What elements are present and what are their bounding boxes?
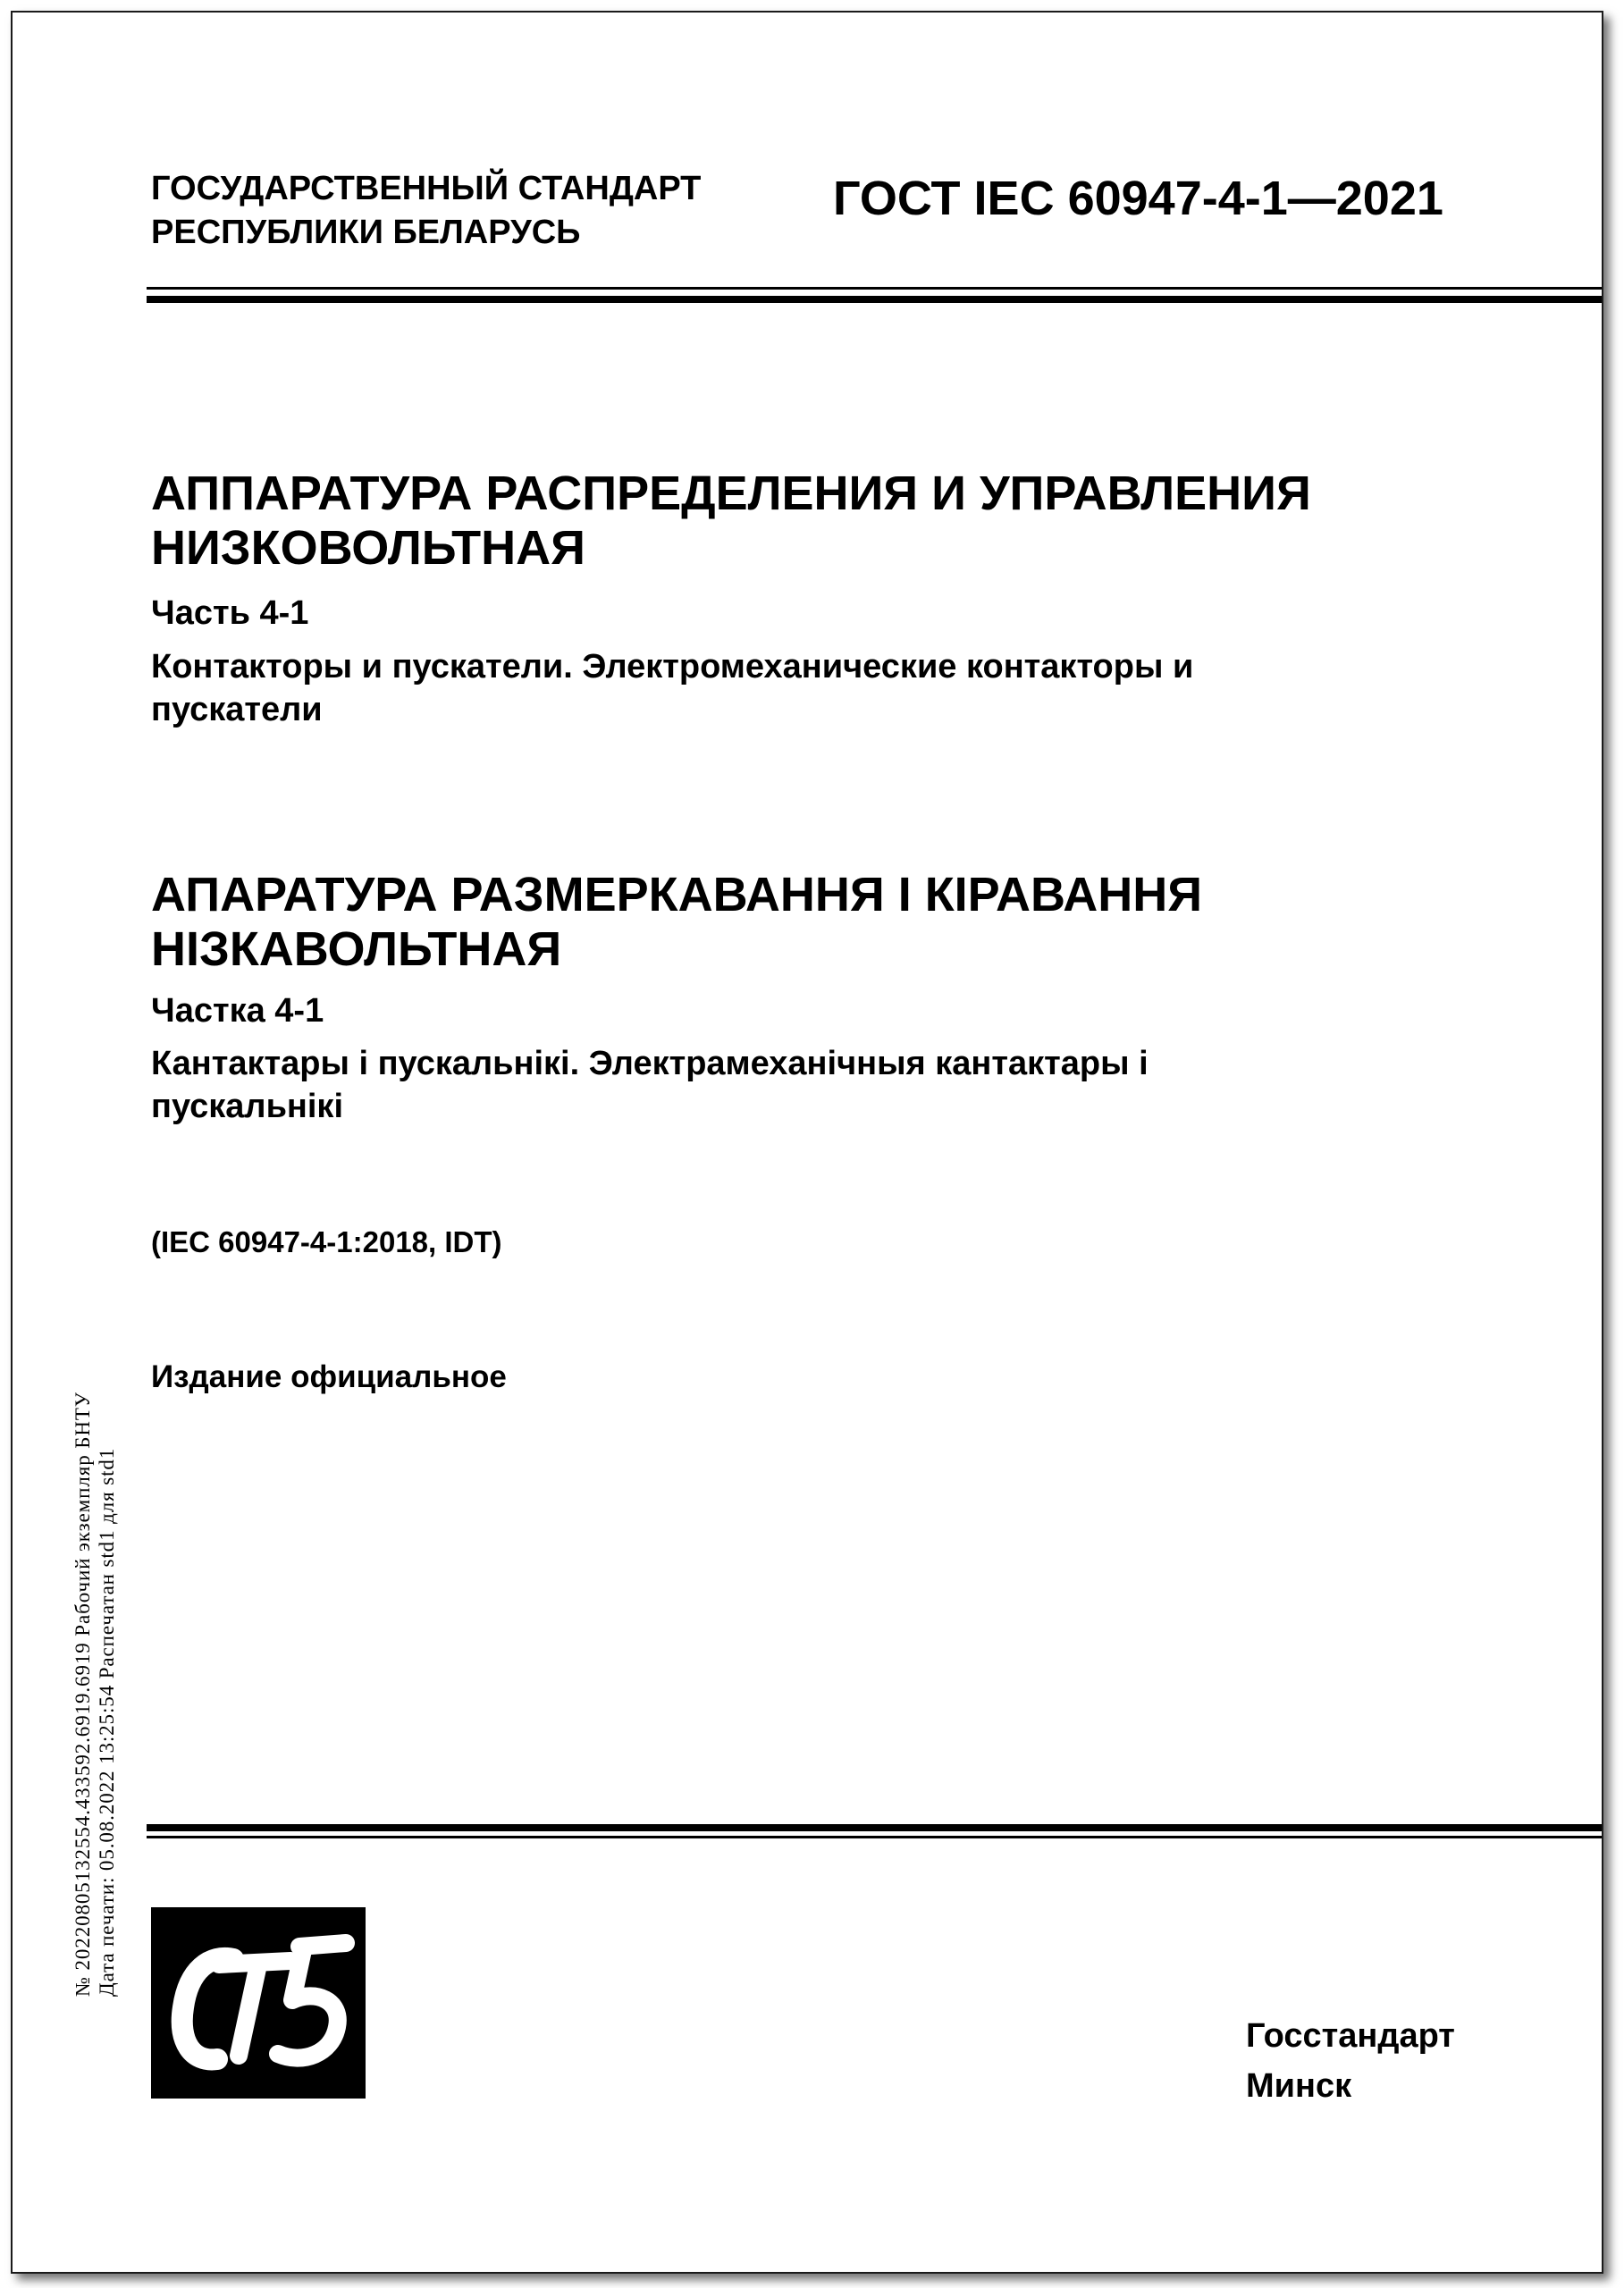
title-belarusian <box>151 868 1545 977</box>
print-stamp-line-2: Дата печати: 05.08.2022 13:25:54 Распечатан std1 для std1 <box>96 1447 118 1997</box>
part-russian: Часть 4-1 <box>151 594 309 632</box>
footer-rule-thick <box>147 1824 1602 1831</box>
subtitle-russian-line-2: пускатели <box>151 691 323 728</box>
standard-code: ГОСТ IEC 60947-4-1—2021 <box>833 172 1443 225</box>
title-belarusian-line-2: НІЗКАВОЛЬТНАЯ <box>151 922 562 976</box>
issuer-line-2: РЕСПУБЛИКИ БЕЛАРУСЬ <box>151 214 581 251</box>
title-belarusian-line-1: АПАРАТУРА РАЗМЕРКАВАННЯ І КІРАВАННЯ <box>151 868 1203 921</box>
title-russian <box>151 467 1545 576</box>
subtitle-belarusian-line-1: Кантактары і пускальнікі. Электрамеханічныя кантактары і <box>151 1045 1149 1082</box>
part-belarusian: Частка 4-1 <box>151 992 324 1030</box>
header-rule-thick <box>147 296 1602 303</box>
iec-reference: (IEC 60947-4-1:2018, IDT) <box>151 1225 502 1258</box>
print-stamp-line-1: № 20220805132554.433592.6919.6919 Рабочий экземпляр БНТУ <box>72 1392 94 1997</box>
publisher-block <box>1246 2011 1455 2111</box>
issuer-line-1: ГОСУДАРСТВЕННЫЙ СТАНДАРТ <box>151 170 702 207</box>
stb-logo <box>151 1907 366 2099</box>
publisher-name: Госстандарт <box>1246 2017 1455 2055</box>
subtitle-belarusian <box>151 1042 1545 1128</box>
print-stamp <box>71 1192 133 1997</box>
logo-c-stroke <box>182 1958 233 2060</box>
document-page <box>11 11 1603 2274</box>
stb-logo-mark <box>151 1907 366 2099</box>
subtitle-russian-line-1: Контакторы и пускатели. Электромеханические контакторы и <box>151 648 1194 686</box>
subtitle-russian <box>151 645 1545 731</box>
header-rule-thin <box>147 287 1602 290</box>
subtitle-belarusian-line-2: пускальнікі <box>151 1088 344 1125</box>
issuer-block <box>151 167 701 255</box>
logo-t-stem <box>239 1964 258 2056</box>
title-russian-line-2: НИЗКОВОЛЬТНАЯ <box>151 521 585 575</box>
publisher-city: Минск <box>1246 2067 1352 2105</box>
title-russian-line-1: АППАРАТУРА РАСПРЕДЕЛЕНИЯ И УПРАВЛЕНИЯ <box>151 467 1311 520</box>
footer-rule-thin <box>147 1836 1602 1838</box>
edition-note: Издание официальное <box>151 1359 507 1394</box>
